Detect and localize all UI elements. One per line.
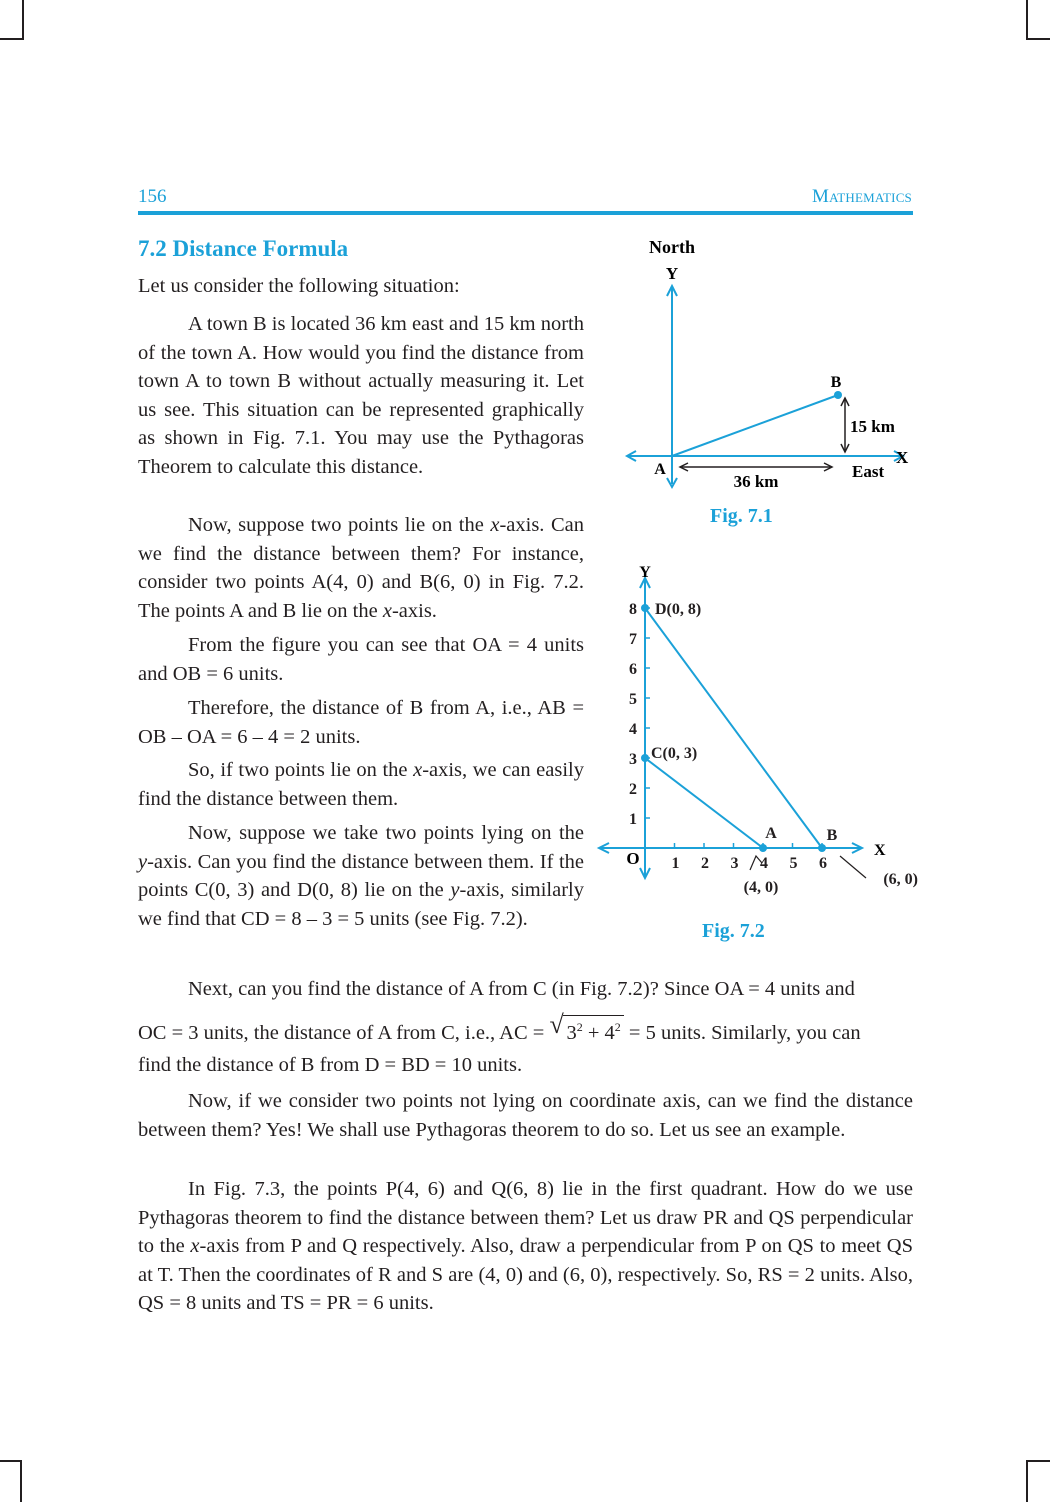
fig72-d-label: D(0, 8)	[655, 601, 702, 618]
paragraph-intro: Let us consider the following situation:	[138, 275, 460, 297]
crop-mark-bottom-left	[0, 1460, 22, 1502]
paragraph-oa-ob: From the figure you can see that OA = 4 units and OB = 6 units.	[138, 634, 584, 685]
fig72-point-c	[641, 754, 649, 762]
paragraph-x-axis-conclusion: So, if two points lie on the x-axis, we can easily find the distance between them.	[138, 759, 584, 810]
fig71-36km-label: 36 km	[733, 472, 779, 491]
paragraph-x-axis-points: Now, suppose two points lie on the x-axis. Can we find the distance between them? For instance, consider two points A(4, 0) and B(6, 0) in Fig. 7.2. The points A and B lie on the x-axis.	[138, 514, 584, 622]
crop-mark-top-right	[1026, 0, 1050, 40]
paragraph-ac-formula: OC = 3 units, the distance of A from C, i.e., AC = √ $3^2 + 4^2 = 5$ units. Similarly, you can	[138, 1015, 913, 1047]
square-root-expression: √ $3^2 + 4^2$	[549, 1015, 623, 1047]
fig72-x-tick-label: 3	[730, 855, 739, 872]
paragraph-bd-distance: find the distance of B from D = BD = 10 units.	[138, 1054, 523, 1076]
paragraph-ac-question: Next, can you find the distance of A from C (in Fig. 7.2)? Since OA = 4 units and	[188, 978, 855, 1000]
fig72-y-tick-label: 1	[629, 811, 637, 828]
fig71-north-label: North	[649, 237, 695, 257]
fig72-y-tick-label: 2	[629, 781, 637, 798]
fig71-line-ab	[672, 395, 838, 456]
header-rule	[138, 211, 913, 215]
fig72-origin-label: O	[626, 849, 640, 868]
fig71-east-label: East	[852, 462, 885, 481]
fig71-x-label: X	[896, 448, 909, 467]
fig72-y-tick-label: 8	[629, 601, 637, 618]
page-number: 156	[138, 186, 167, 207]
fig72-x-tick-label: 4	[760, 855, 768, 872]
crop-mark-bottom-right	[1026, 1460, 1050, 1502]
fig72-point-a	[759, 844, 767, 852]
fig72-b-coord-pointer	[840, 856, 866, 878]
fig72-y-label: Y	[639, 564, 651, 581]
fig72-y-tick-label: 6	[629, 661, 637, 678]
paragraph-town-problem: A town B is located 36 km east and 15 km north of the town A. How would you find the distance from town A to town B without actually measuring it. Let us see. This situation can be represented graphically as shown in Fig. 7.1. You may use the Pythagoras Theorem to calculate this distance.	[138, 313, 584, 478]
fig72-c-label: C(0, 3)	[651, 745, 698, 762]
fig72-point-d	[641, 604, 649, 612]
fig72-line-ca	[645, 758, 763, 848]
figure-7-1	[600, 230, 930, 510]
fig71-b-label: B	[830, 374, 842, 391]
fig72-x-label: X	[874, 842, 886, 859]
paragraph-non-axis-points: Now, if we consider two points not lying on coordinate axis, can we find the distance between them? Yes! We shall use Pythagoras theorem to do so. Let us see an example.	[138, 1090, 913, 1141]
fig71-caption: Fig. 7.1	[710, 505, 773, 527]
figure-7-2	[596, 558, 926, 918]
fig72-point-b	[818, 844, 826, 852]
fig71-15km-label: 15 km	[850, 417, 895, 436]
paragraph-fig73-setup: In Fig. 7.3, the points P(4, 6) and Q(6, 8) lie in the first quadrant. How do we use Pythagoras theorem to find the distance between them? Let us draw PR and QS perpendicular to the x-axis from P and Q respectively. Also, draw a perpendicular from P on QS to meet QS at T. Then the coordinates of R and S are (4, 0) and (6, 0), respectively. So, RS = 2 units. Also, QS = 8 units and TS = PR = 6 units.	[138, 1178, 913, 1314]
fig71-a-label: A	[654, 461, 666, 478]
fig71-point-b	[834, 391, 842, 399]
running-header-title: Mathematics	[812, 186, 912, 207]
section-heading: 7.2 Distance Formula	[138, 236, 349, 261]
fig72-a-coord-label: (4, 0)	[743, 879, 779, 896]
fig72-caption: Fig. 7.2	[702, 920, 765, 942]
fig72-b-coord-label: (6, 0)	[883, 871, 918, 888]
fig71-y-label: Y	[665, 264, 679, 283]
fig72-line-db	[645, 608, 822, 848]
fig72-x-tick-label: 1	[671, 855, 680, 872]
paragraph-ab-distance: Therefore, the distance of B from A, i.e., AB = OB – OA = 6 – 4 = 2 units.	[138, 697, 584, 748]
fig72-x-tick-label: 6	[819, 855, 827, 872]
fig72-y-tick-label: 7	[629, 631, 637, 648]
fig72-y-tick-label: 4	[629, 721, 637, 738]
fig72-x-tick-label: 2	[701, 855, 709, 872]
fig72-y-tick-label: 5	[629, 691, 637, 708]
fig72-y-tick-label: 3	[629, 751, 637, 768]
fig72-b-label: B	[826, 827, 838, 844]
fig72-a-label: A	[765, 825, 777, 842]
fig72-x-tick-label: 5	[789, 855, 798, 872]
paragraph-y-axis-points: Now, suppose we take two points lying on the y-axis. Can you find the distance between them. If the points C(0, 3) and D(0, 8) lie on the y-axis, similarly we find that CD = 8 – 3 = 5 units (see Fig. 7.2).	[138, 822, 584, 930]
crop-mark-top-left	[0, 0, 24, 40]
